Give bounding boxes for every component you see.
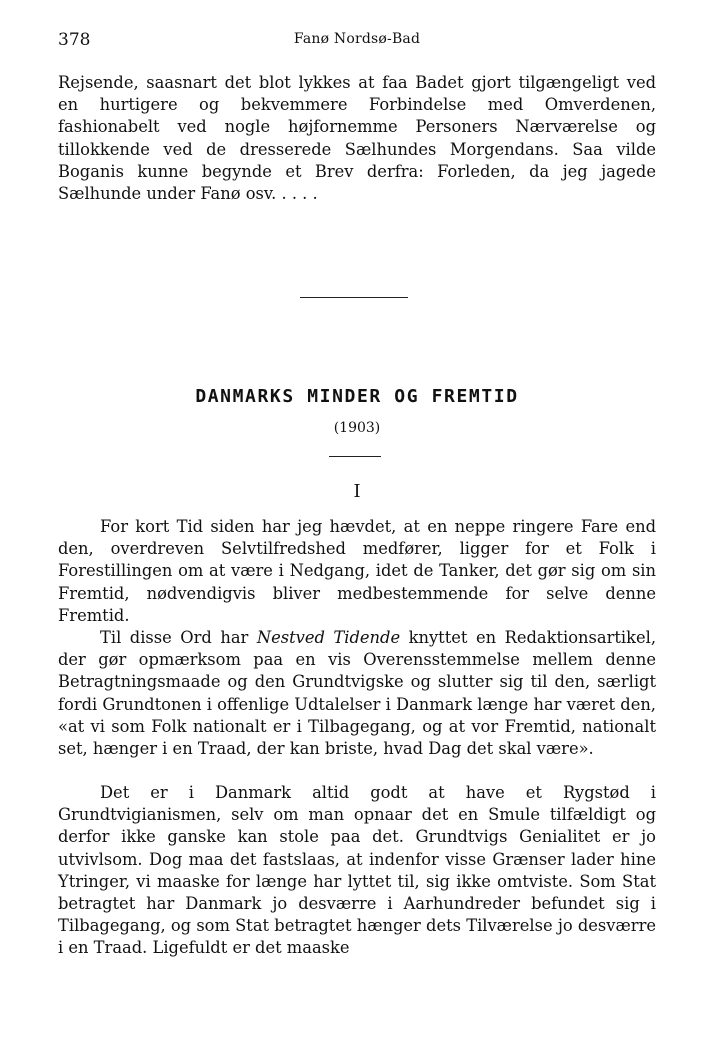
intro-paragraph: Rejsende, saasnart det blot lykkes at faa Badet gjort tilgængeligt ved en hurtigere og bekvemmere Forbindelse med Omverdenen, fashionabelt ved nogle højfornemme Personers Nærværelse og tillokkende ved de dresserede Sælhundes Morgendans. Saa vilde Boganis kunne begynde et Brev derfra: Forleden, da jeg jagede Sælhunde under Fanø osv. . . . .: [58, 73, 656, 204]
body-paragraph-2: [58, 627, 656, 760]
paragraph-2-rest: knyttet en Redaktionsartikel, der gør opmærksom paa en vis Overensstemmelse mellem denne Betragtningsmaade og den Grundtvigske og slutter sig til den, særligt fordi Grundtonen i offenlige Udtalelser i Danmark længe har været den, «at vi som Folk nationalt er i Tilbagegang, og at vor Fremtid, nationalt set, hænger i en Traad, der kan briste, hvad Dag det skal være».: [58, 628, 656, 759]
title-rule: [329, 456, 381, 457]
page-number: 378: [58, 30, 91, 50]
section-divider: [300, 297, 408, 298]
body-paragraph-3: Det er i Danmark altid godt at have et Rygstød i Grundtvigianismen, selv om man opnaar det en Smule tilfældigt og derfor ikke ganske kan stole paa det. Grundtvigs Genialitet er jo utvivlsom. Dog maa det fastslaas, at indenfor visse Grænser lader hine Ytringer, vi maaske for længe har lyttet til, sig ikke omtviste. Som Stat betragtet har Danmark jo desværre i Aarhundreder befundet sig i Tilbagegang, og som Stat betragtet hænger dets Tilværelse jo desværre i en Traad. Ligefuldt er det maaske: [58, 783, 656, 958]
book-page: [58, 0, 656, 1038]
part-numeral: I: [353, 481, 361, 502]
running-head: [58, 30, 656, 52]
newspaper-title: Nestved Tidende: [256, 628, 401, 647]
section-title: DANMARKS MINDER OG FREMTID: [195, 386, 519, 407]
section-year: (1903): [333, 420, 381, 436]
paragraph-2-start: Til disse Ord har: [100, 628, 257, 647]
running-title: Fanø Nordsø-Bad: [293, 31, 421, 47]
body-paragraph-1: For kort Tid siden har jeg hævdet, at en neppe ringere Fare end den, overdreven Selvtilfredshed medfører, ligger for et Folk i Forestillingen om at være i Nedgang, idet de Tanker, det gør sig om sin Fremtid, nødvendigvis bliver medbestemmende for selve denne Fremtid.: [58, 517, 656, 625]
